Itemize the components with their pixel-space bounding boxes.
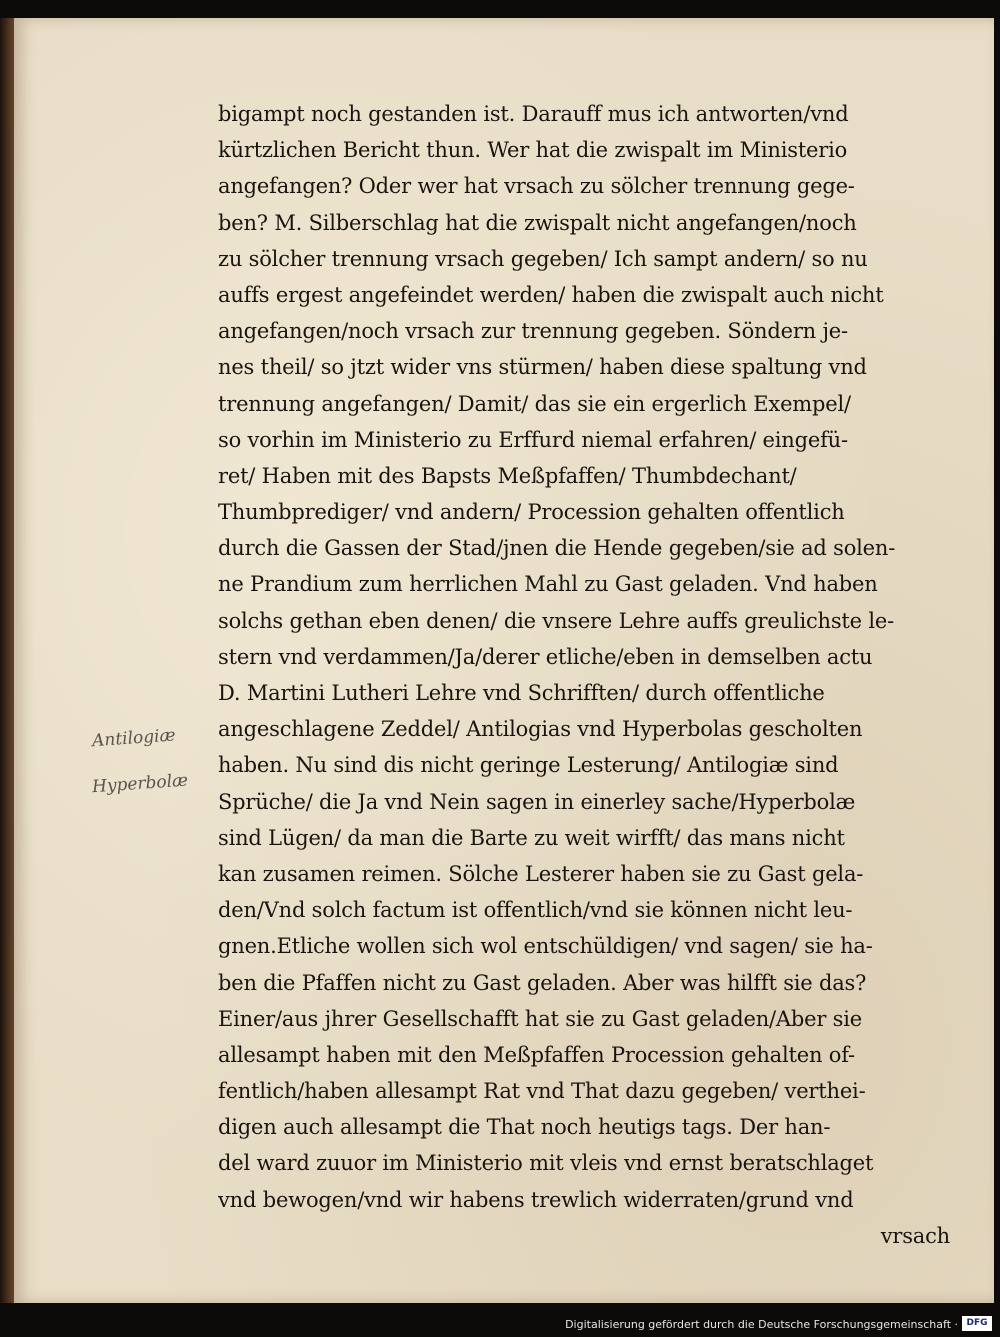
text-line: auffs ergest angefeindet werden/ haben die zwispalt auch nicht: [218, 282, 884, 307]
margin-note-hyperbolae: Hyperbolæ: [91, 770, 189, 798]
text-line: zu sölcher trennung vrsach gegeben/ Ich sampt andern/ so nu: [218, 246, 868, 271]
text-line: den/Vnd solch factum ist offentlich/vnd sie können nicht leu-: [218, 898, 853, 923]
text-line: kürtzlichen Bericht thun. Wer hat die zwispalt im Ministerio: [218, 138, 848, 163]
text-line: Einer/aus jhrer Gesellschafft hat sie zu Gast geladen/Aber sie: [218, 1006, 862, 1031]
text-line: del ward zuuor im Ministerio mit vleis vnd ernst beratschlaget: [218, 1151, 874, 1176]
catchword: vrsach: [880, 1223, 950, 1248]
funding-credit: Digitalisierung gefördert durch die Deutsche Forschungsgemeinschaft ·: [565, 1318, 958, 1331]
text-line: ne Prandium zum herrlichen Mahl zu Gast geladen. Vnd haben: [218, 572, 878, 597]
text-line: D. Martini Lutheri Lehre vnd Schrifften/ durch offentliche: [218, 681, 825, 705]
text-line: ben die Pfaffen nicht zu Gast geladen. Aber was hilfft sie das?: [218, 970, 867, 995]
text-line: stern vnd verdammen/Ja/derer etliche/eben in demselben actu: [218, 644, 873, 669]
footer-bar: [0, 1310, 1000, 1337]
text-line: digen auch allesampt die That noch heutigs tags. Der han-: [218, 1115, 831, 1140]
margin-note-antilogiae: Antilogiæ: [91, 725, 177, 752]
text-line: solchs gethan eben denen/ die vnsere Lehre auffs greulichste le-: [218, 608, 895, 633]
text-line: fentlich/haben allesampt Rat vnd That dazu gegeben/ verthei-: [218, 1079, 866, 1104]
body-text: [218, 96, 958, 1254]
dfg-logo: DFG: [962, 1316, 992, 1331]
text-line: trennung angefangen/ Damit/ das sie ein ergerlich Exempel/: [218, 391, 851, 416]
text-line: vnd bewogen/vnd wir habens trewlich widerraten/grund vnd: [218, 1187, 854, 1212]
text-line: kan zusamen reimen. Sölche Lesterer haben sie zu Gast gela-: [218, 861, 864, 886]
text-line: bigampt noch gestanden ist. Darauff mus ich antworten/vnd: [218, 102, 849, 126]
text-line: ret/ Haben mit des Bapsts Meßpfaffen/ Thumbdechant/: [218, 463, 797, 488]
text-line: Thumbprediger/ vnd andern/ Procession gehalten offentlich: [218, 500, 845, 525]
text-line: angefangen/noch vrsach zur trennung gegeben. Söndern je-: [218, 319, 848, 344]
text-line: haben. Nu sind dis nicht geringe Lesterung/ Antilogiæ sind: [218, 753, 839, 778]
text-line: sind Lügen/ da man die Barte zu weit wirfft/ das mans nicht: [218, 825, 845, 850]
text-line: ben? M. Silberschlag hat die zwispalt nicht angefangen/noch: [218, 210, 857, 235]
text-line: durch die Gassen der Stad/jnen die Hende gegeben/sie ad solen-: [218, 536, 896, 561]
text-line: so vorhin im Ministerio zu Erffurd niemal erfahren/ eingefü-: [218, 427, 848, 452]
text-line: gnen.Etliche wollen sich wol entschüldigen/ vnd sagen/ sie ha-: [218, 934, 873, 959]
text-line: nes theil/ so jtzt wider vns stürmen/ haben diese spaltung vnd: [218, 355, 867, 380]
text-line: allesampt haben mit den Meßpfaffen Procession gehalten of-: [218, 1042, 855, 1067]
text-line: Sprüche/ die Ja vnd Nein sagen in einerley sache/Hyperbolæ: [218, 789, 856, 814]
text-line: angefangen? Oder wer hat vrsach zu sölcher trennung gege-: [218, 174, 855, 199]
text-line: angeschlagene Zeddel/ Antilogias vnd Hyperbolas gescholten: [218, 717, 863, 742]
